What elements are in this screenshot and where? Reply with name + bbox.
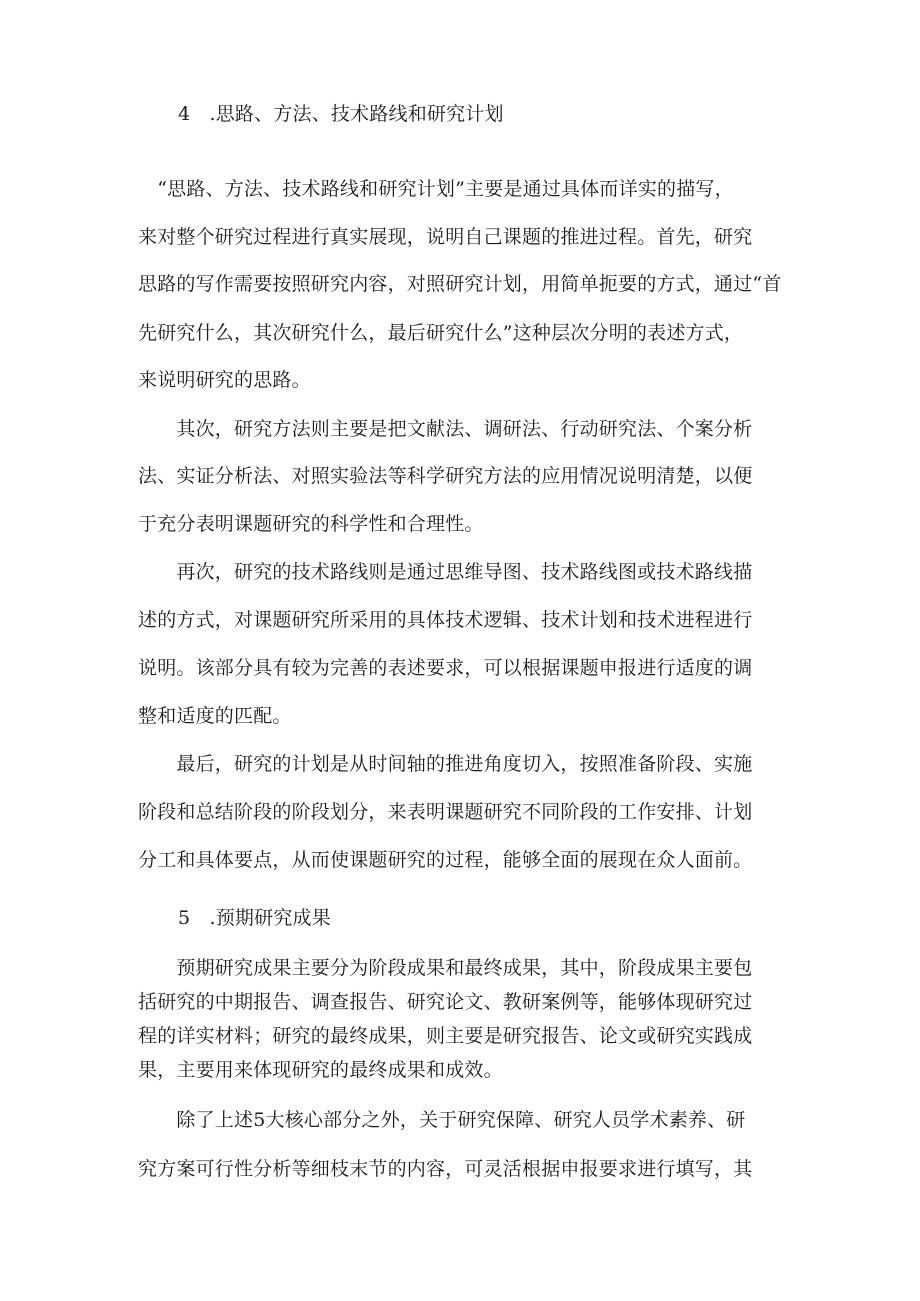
paragraph-6-line-2: 究方案可行性分析等细枝末节的内容，可灵活根据申报要求进行填写，其 — [138, 1158, 753, 1180]
paragraph-1-line-4: 先研究什么，其次研究什么，最后研究什么”这种层次分明的表述方式， — [138, 322, 744, 344]
paragraph-1-line-3: 思路的写作需要按照研究内容，对照研究计划，用简单扼要的方式，通过“首 — [138, 273, 782, 295]
paragraph-6-line-1: 除了上述5大核心部分之外，关于研究保障、研究人员学术素养、研 — [138, 1109, 746, 1131]
paragraph-1-line-5: 来说明研究的思路。 — [138, 369, 311, 391]
paragraph-3-line-1: 再次，研究的技术路线则是通过思维导图、技术路线图或技术路线描 — [138, 561, 753, 583]
section-heading-5: 5 .预期研究成果 — [178, 907, 331, 929]
paragraph-4-line-2: 阶段和总结阶段的阶段划分，来表明课题研究不同阶段的工作安排、计划 — [138, 801, 753, 823]
paragraph-2-line-3: 于充分表明课题研究的科学性和合理性。 — [138, 513, 484, 535]
paragraph-1-line-2: 来对整个研究过程进行真实展现，说明自己课题的推进过程。首先，研究 — [138, 226, 753, 248]
paragraph-4-line-1: 最后，研究的计划是从时间轴的推进角度切入，按照准备阶段、实施 — [138, 753, 753, 775]
paragraph-2-line-2: 法、实证分析法、对照实验法等科学研究方法的应用情况说明清楚，以便 — [138, 465, 753, 487]
paragraph-4-line-3: 分工和具体要点，从而使课题研究的过程，能够全面的展现在众人面前。 — [138, 849, 753, 871]
paragraph-5-line-2: 括研究的中期报告、调查报告、研究论文、教研案例等，能够体现研究过 — [138, 991, 753, 1013]
paragraph-3-line-4: 整和适度的匹配。 — [138, 705, 292, 727]
paragraph-5-line-3: 程的详实材料；研究的最终成果，则主要是研究报告、论文或研究实践成 — [138, 1025, 753, 1047]
paragraph-1-line-1: “思路、方法、技术路线和研究计划”主要是通过具体而详实的描写， — [138, 178, 734, 200]
paragraph-3-line-3: 说明。该部分具有较为完善的表述要求，可以根据课题申报进行适度的调 — [138, 657, 753, 679]
section-heading-4: 4 .思路、方法、技术路线和研究计划 — [178, 103, 504, 125]
paragraph-5-line-1: 预期研究成果主要分为阶段成果和最终成果，其中，阶段成果主要包 — [138, 957, 753, 979]
paragraph-3-line-2: 述的方式，对课题研究所采用的具体技术逻辑、技术计划和技术进程进行 — [138, 609, 753, 631]
paragraph-5-line-4: 果，主要用来体现研究的最终成果和成效。 — [138, 1059, 503, 1081]
paragraph-2-line-1: 其次，研究方法则主要是把文献法、调研法、行动研究法、个案分析 — [138, 418, 753, 440]
